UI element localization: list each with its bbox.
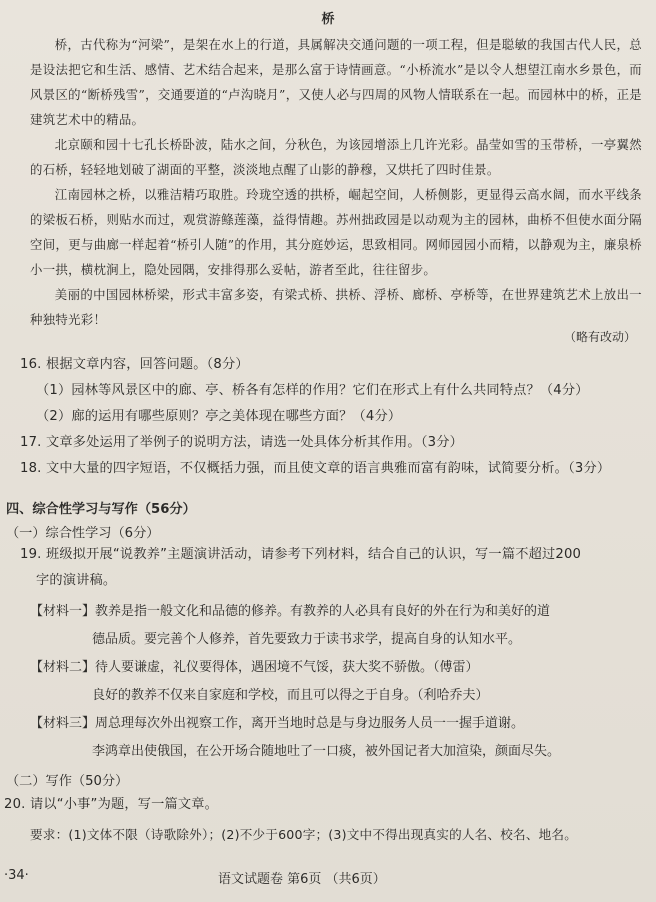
material-1 bbox=[30, 598, 646, 626]
question-16-1: （1）园林等风景区中的廊、亭、桥各有怎样的作用？它们在形式上有什么共同特点？（4分） bbox=[36, 383, 589, 398]
material-2-line-2: 良好的教养不仅来自家庭和学校，而且可以得之于自身。（利哈乔夫） bbox=[92, 688, 489, 703]
material-3-line-1: 周总理每次外出视察工作，离开当地时总是与身边服务人员一一握手道谢。 bbox=[95, 716, 525, 731]
question-16: 16. 根据文章内容，回答问题。（8分） bbox=[20, 357, 249, 372]
question-20-requirements: 要求：(1)文体不限（诗歌除外）；(2)不少于600字；(3)文中不得出现真实的人名、校名、地名。 bbox=[30, 827, 578, 842]
page-number-left: ·34· bbox=[4, 868, 29, 883]
material-3-label: 【材料三】 bbox=[30, 716, 96, 731]
article-title: 桥 bbox=[321, 12, 335, 27]
material-1-line-1: 教养是指一般文化和品德的修养。有教养的人必具有良好的外在行为和美好的道 bbox=[95, 604, 551, 619]
question-17: 17. 文章多处运用了举例子的说明方法，请选一处具体分析其作用。（3分） bbox=[20, 435, 463, 450]
question-19-line-2: 字的演讲稿。 bbox=[36, 573, 117, 588]
question-18: 18. 文中大量的四字短语，不仅概括力强，而且使文章的语言典雅而富有韵味，试简要分析。（3分） bbox=[20, 461, 611, 476]
article-paragraph-4: 美丽的中国园林桥梁，形式丰富多姿，有梁式桥、拱桥、浮桥、廊桥、亭桥等，在世界建筑艺术上放出一种独特光彩！ bbox=[30, 287, 642, 327]
material-3-line-2: 李鸿章出使俄国，在公开场合随地吐了一口痰，被外国记者大加渲染，颜面尽失。 bbox=[92, 744, 561, 759]
page-footer-center: 语文试题卷 第6页 （共6页） bbox=[218, 872, 386, 887]
section-4-heading: 四、综合性学习与写作（56分） bbox=[6, 502, 196, 517]
question-20: 20. 请以“小事”为题，写一篇文章。 bbox=[4, 797, 219, 812]
article-paragraph-2: 北京颐和园十七孔长桥卧波，陆水之间，分秋色，为该园增添上几许光彩。晶莹如雪的玉带桥，一亭翼然的石桥，轻轻地划破了湖面的平整，淡淡地点醒了山影的静穆，又烘托了四时佳景。 bbox=[30, 137, 642, 177]
section-4-part-1: （一）综合性学习（6分） bbox=[6, 526, 160, 541]
material-1-line-2: 德品质。要完善个人修养，首先要致力于读书求学，提高自身的认知水平。 bbox=[92, 632, 522, 647]
article-paragraph-3: 江南园林之桥，以雅洁精巧取胜。玲珑空透的拱桥，崛起空间，人桥侧影，更显得云高水阔，而水平线条的梁板石桥，则贴水而过，观赏游鲦莲藻，益得情趣。苏州拙政园是以动观为主的园林，曲桥不但使水面分隔空间，更与曲廊一样起着“桥引人随”的作用，其分庭妙运，思致相同。网师园园小而精，以静观为主，廉泉桥小一拱，横枕涧上，隐处园隅，安排得那么妥帖，游者至此，往往留步。 bbox=[30, 187, 642, 277]
material-2-label: 【材料二】 bbox=[30, 660, 96, 675]
material-3 bbox=[30, 710, 646, 738]
material-2 bbox=[30, 654, 646, 682]
source-note: （略有改动） bbox=[563, 330, 636, 344]
question-19-line-1: 19. 班级拟开展“说教养”主题演讲活动，请参考下列材料，结合自己的认识，写一篇不超过200 bbox=[20, 547, 582, 562]
question-16-2: （2）廊的运用有哪些原则？亭之美体现在哪些方面？（4分） bbox=[36, 409, 402, 424]
article-paragraph-1: 桥，古代称为“河梁”，是架在水上的行道，具属解决交通问题的一项工程，但是聪敏的我国古代人民，总是设法把它和生活、感情、艺术结合起来，是那么富于诗情画意。“小桥流水”是以令人想望江南水乡景色，而风景区的“断桥残雪”，交通要道的“卢沟晓月”，又使人必与四周的风物人情联系在一起。而园林中的桥，正是建筑艺术中的精品。 bbox=[30, 37, 642, 127]
material-1-label: 【材料一】 bbox=[30, 604, 96, 619]
material-2-line-1: 待人要谦虚，礼仪要得体，遇困境不气馁，获大奖不骄傲。（傅雷） bbox=[95, 660, 479, 675]
section-4-part-2: （二）写作（50分） bbox=[6, 774, 129, 789]
